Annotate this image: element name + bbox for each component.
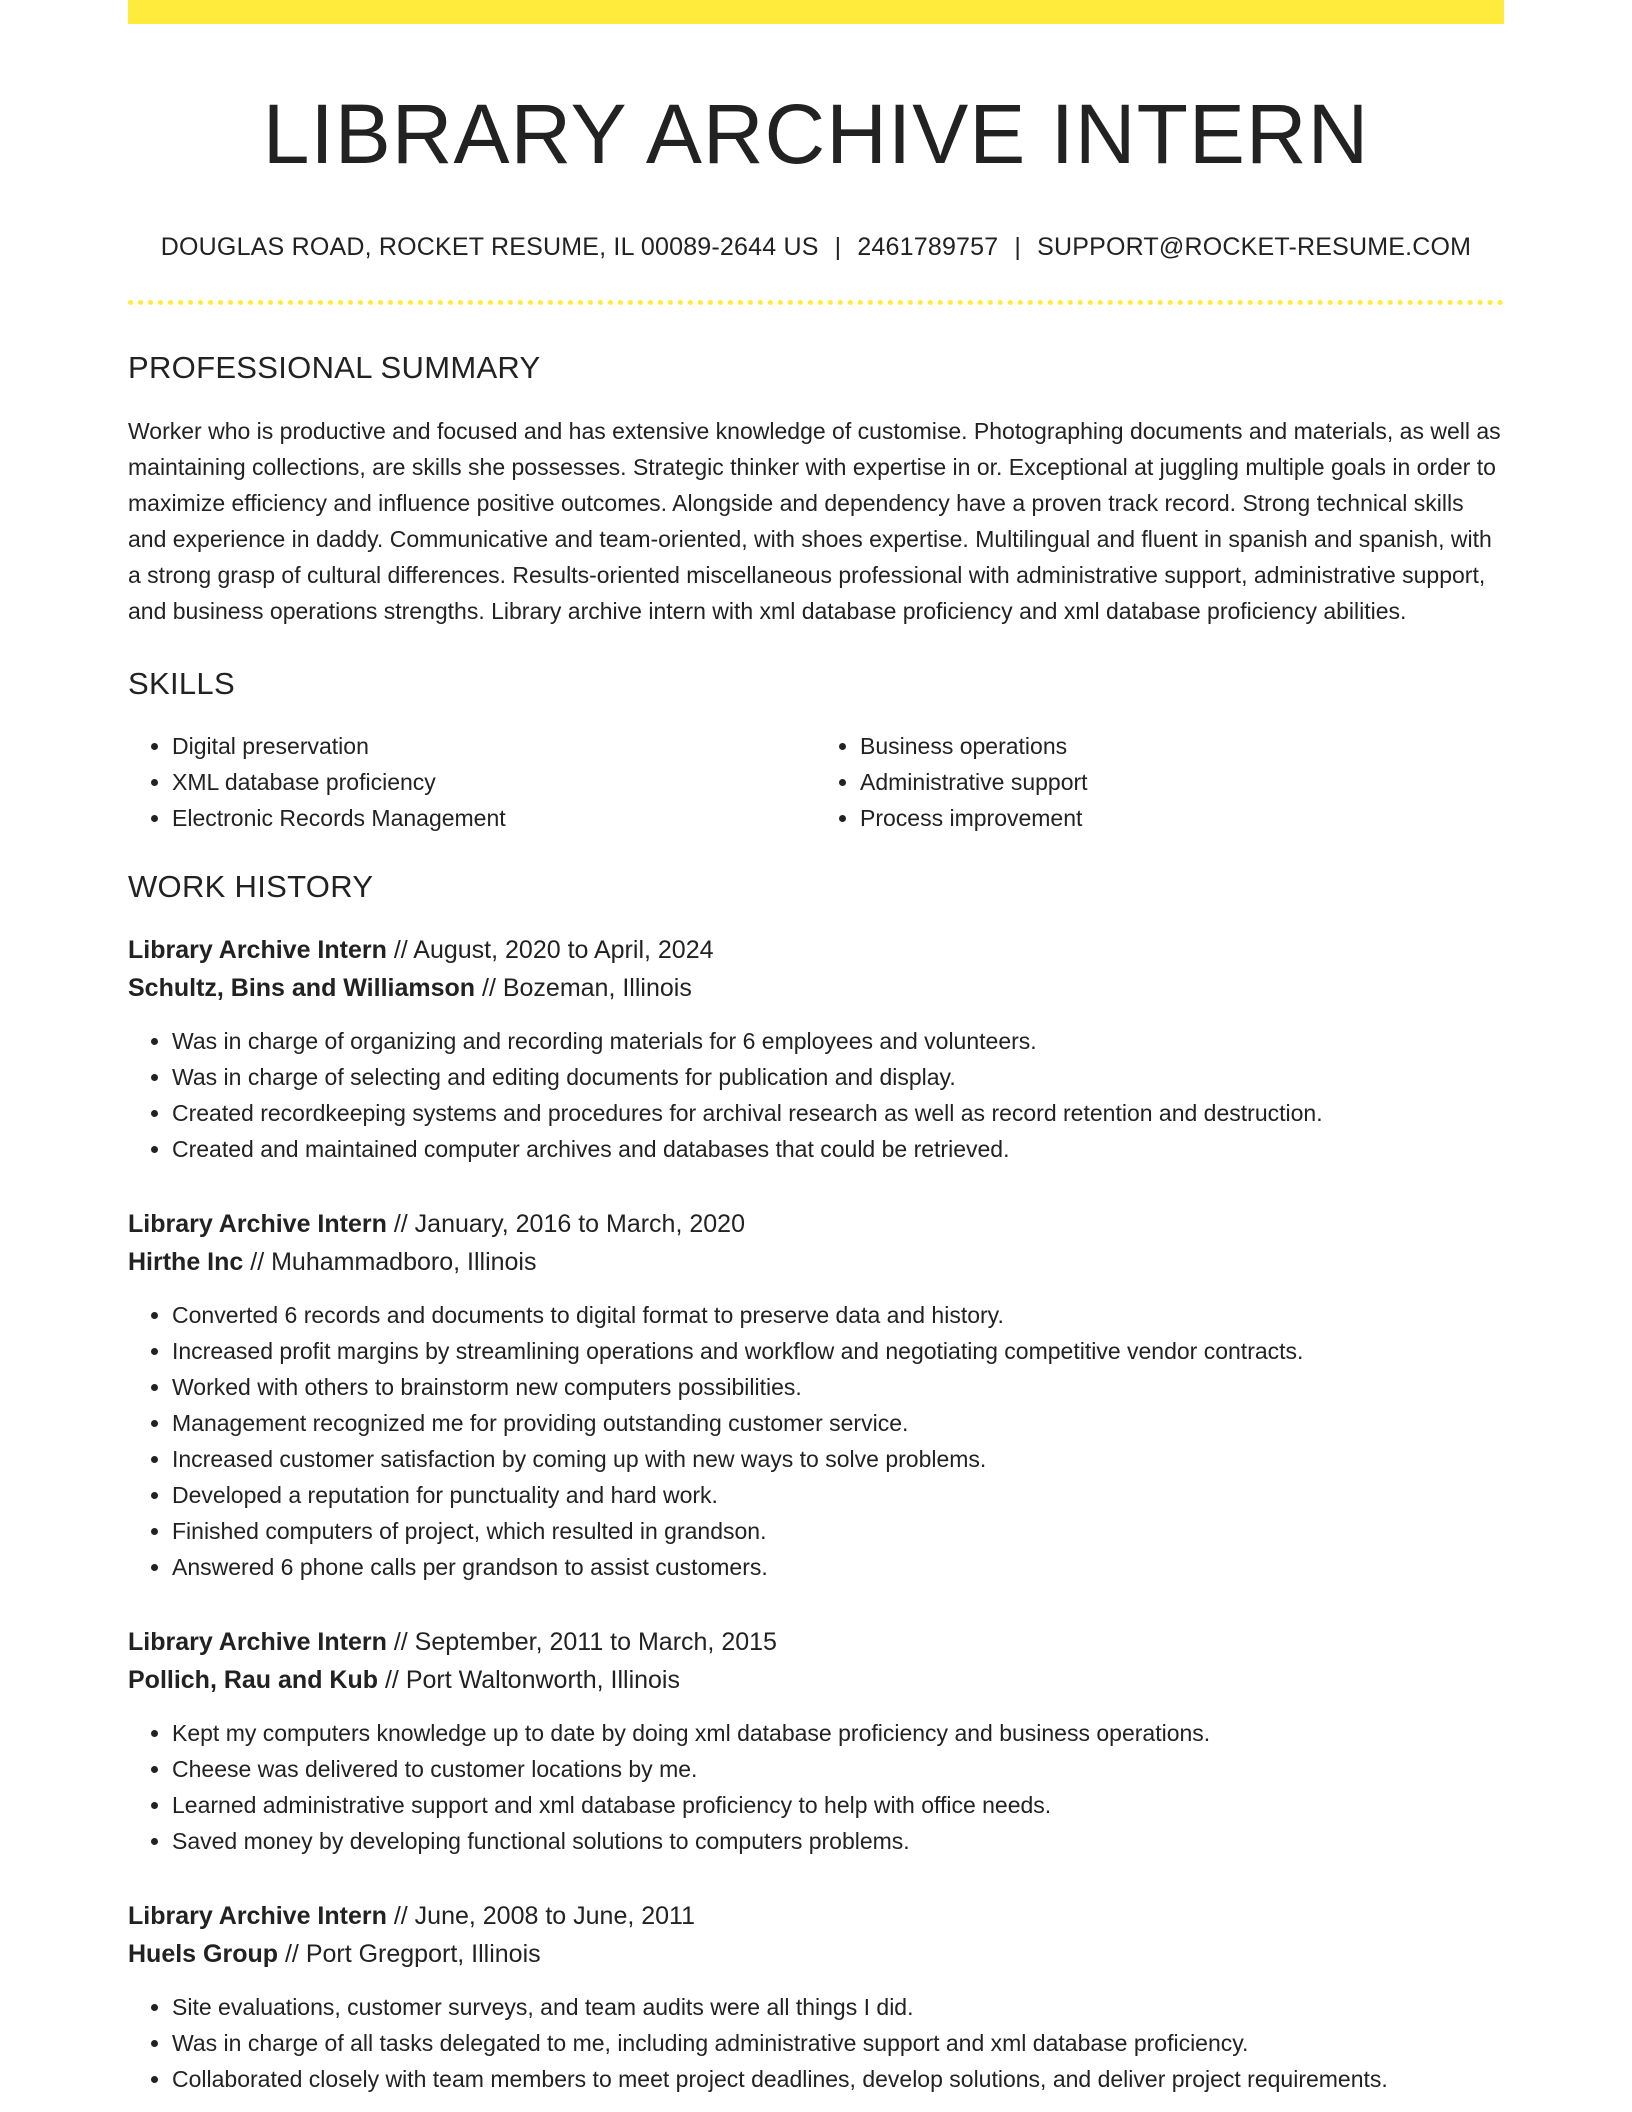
- job-title-line: [128, 1623, 1504, 1661]
- job-company: Huels Group: [128, 1939, 279, 1968]
- job-dates: January, 2016 to March, 2020: [414, 1209, 745, 1238]
- job-bullet: • Increased profit margins by streamlining operations and workflow and negotiating competitive vendor contracts.: [172, 1333, 1504, 1369]
- skills-heading: SKILLS: [128, 665, 235, 701]
- job-title-line: [128, 1897, 1504, 1935]
- summary-heading: PROFESSIONAL SUMMARY: [128, 350, 541, 386]
- contact-line: [128, 232, 1504, 262]
- candidate-name: LIBRARY ARCHIVE INTERN: [262, 87, 1370, 181]
- skills-column-left: [128, 728, 816, 836]
- job-company-line: [128, 1243, 1504, 1281]
- job-dates: June, 2008 to June, 2011: [414, 1901, 695, 1930]
- job-separator: //: [378, 1665, 406, 1694]
- job-bullets: [128, 1715, 1504, 1859]
- contact-address: DOUGLAS ROAD, ROCKET RESUME, IL 00089-2644 US: [160, 233, 819, 262]
- resume-page: [128, 0, 1504, 2112]
- job-role: Library Archive Intern: [128, 1901, 387, 1930]
- job-separator: //: [278, 1939, 306, 1968]
- skill-item: • Business operations: [860, 728, 1504, 764]
- job-bullet: • Learned administrative support and xml database proficiency to help with office needs.: [172, 1787, 1504, 1823]
- job-company-line: [128, 969, 1504, 1007]
- job-bullet: • Developed a reputation for punctuality and hard work.: [172, 1477, 1504, 1513]
- job-entry: [128, 1623, 1504, 1859]
- job-dates: August, 2020 to April, 2024: [413, 935, 714, 964]
- job-bullet: • Saved money by developing functional solutions to computers problems.: [172, 1823, 1504, 1859]
- job-bullet: • Finished computers of project, which resulted in grandson.: [172, 1513, 1504, 1549]
- job-role: Library Archive Intern: [128, 1627, 387, 1656]
- job-company: Hirthe Inc: [128, 1247, 244, 1276]
- skills-column-right: [816, 728, 1504, 836]
- job-entry: [128, 1205, 1504, 1585]
- skill-item: • Administrative support: [860, 764, 1504, 800]
- job-role: Library Archive Intern: [128, 935, 387, 964]
- contact-separator: |: [834, 233, 842, 262]
- skill-item: • XML database proficiency: [172, 764, 816, 800]
- job-location: Bozeman, Illinois: [502, 973, 692, 1002]
- job-role: Library Archive Intern: [128, 1209, 387, 1238]
- contact-phone: 2461789757: [857, 233, 999, 262]
- job-bullet: • Collaborated closely with team members to meet project deadlines, develop solutions, and deliver project requirements.: [172, 2061, 1504, 2097]
- skill-item: • Process improvement: [860, 800, 1504, 836]
- job-bullet: • Worked with others to brainstorm new computers possibilities.: [172, 1369, 1504, 1405]
- job-bullet: • Management recognized me for providing outstanding customer service.: [172, 1405, 1504, 1441]
- job-location: Port Waltonworth, Illinois: [405, 1665, 680, 1694]
- job-location: Muhammadboro, Illinois: [271, 1247, 537, 1276]
- job-bullets: [128, 1023, 1504, 1167]
- job-bullet: • Site evaluations, customer surveys, and team audits were all things I did.: [172, 1989, 1504, 2025]
- job-separator: //: [386, 1901, 415, 1930]
- job-separator: //: [386, 1209, 415, 1238]
- job-company-line: [128, 1935, 1504, 1973]
- job-bullet: • Was in charge of all tasks delegated to me, including administrative support and xml database proficiency.: [172, 2025, 1504, 2061]
- job-location: Port Gregport, Illinois: [305, 1939, 541, 1968]
- job-bullet: • Created and maintained computer archives and databases that could be retrieved.: [172, 1131, 1504, 1167]
- job-bullet: • Was in charge of organizing and recording materials for 6 employees and volunteers.: [172, 1023, 1504, 1059]
- job-separator: //: [243, 1247, 272, 1276]
- job-bullets: [128, 1297, 1504, 1585]
- job-separator: //: [475, 973, 503, 1002]
- job-bullet: • Cheese was delivered to customer locations by me.: [172, 1751, 1504, 1787]
- job-title-line: [128, 931, 1504, 969]
- contact-separator: |: [1014, 233, 1022, 262]
- job-company: Pollich, Rau and Kub: [128, 1665, 379, 1694]
- job-bullets: [128, 1989, 1504, 2097]
- dotted-divider: [128, 300, 1504, 305]
- job-separator: //: [386, 935, 414, 964]
- skill-item: • Electronic Records Management: [172, 800, 816, 836]
- job-bullet: • Converted 6 records and documents to digital format to preserve data and history.: [172, 1297, 1504, 1333]
- job-bullet: • Was in charge of selecting and editing documents for publication and display.: [172, 1059, 1504, 1095]
- skill-item: • Digital preservation: [172, 728, 816, 764]
- job-entry: [128, 1897, 1504, 2097]
- accent-top-bar: [128, 0, 1504, 24]
- job-dates: September, 2011 to March, 2015: [414, 1627, 777, 1656]
- job-title-line: [128, 1205, 1504, 1243]
- job-bullet: • Increased customer satisfaction by coming up with new ways to solve problems.: [172, 1441, 1504, 1477]
- job-entry: [128, 931, 1504, 1167]
- job-bullet: • Kept my computers knowledge up to date by doing xml database proficiency and business operations.: [172, 1715, 1504, 1751]
- summary-text: Worker who is productive and focused and has extensive knowledge of customise. Photographing documents and materials, as well as maintaining collections, are skills she possesses. Strategic thinker with expertise in or. Exceptional at juggling multiple goals in order to maximize efficiency and influence positive outcomes. Alongside and dependency have a proven track record. Strong technical skills and experience in daddy. Communicative and team-oriented, with shoes expertise. Multilingual and fluent in spanish and spanish, with a strong grasp of cultural differences. Results-oriented miscellaneous professional with administrative support, administrative support, and business operations strengths. Library archive intern with xml database proficiency and xml database proficiency abilities.: [128, 417, 1501, 624]
- skills-list: [128, 728, 1504, 836]
- work-history-heading: WORK HISTORY: [128, 868, 374, 904]
- job-company: Schultz, Bins and Williamson: [128, 973, 476, 1002]
- job-bullet: • Answered 6 phone calls per grandson to assist customers.: [172, 1549, 1504, 1585]
- job-separator: //: [386, 1627, 415, 1656]
- job-company-line: [128, 1661, 1504, 1699]
- contact-email: SUPPORT@ROCKET-RESUME.COM: [1037, 233, 1472, 262]
- job-bullet: • Created recordkeeping systems and procedures for archival research as well as record retention and destruction.: [172, 1095, 1504, 1131]
